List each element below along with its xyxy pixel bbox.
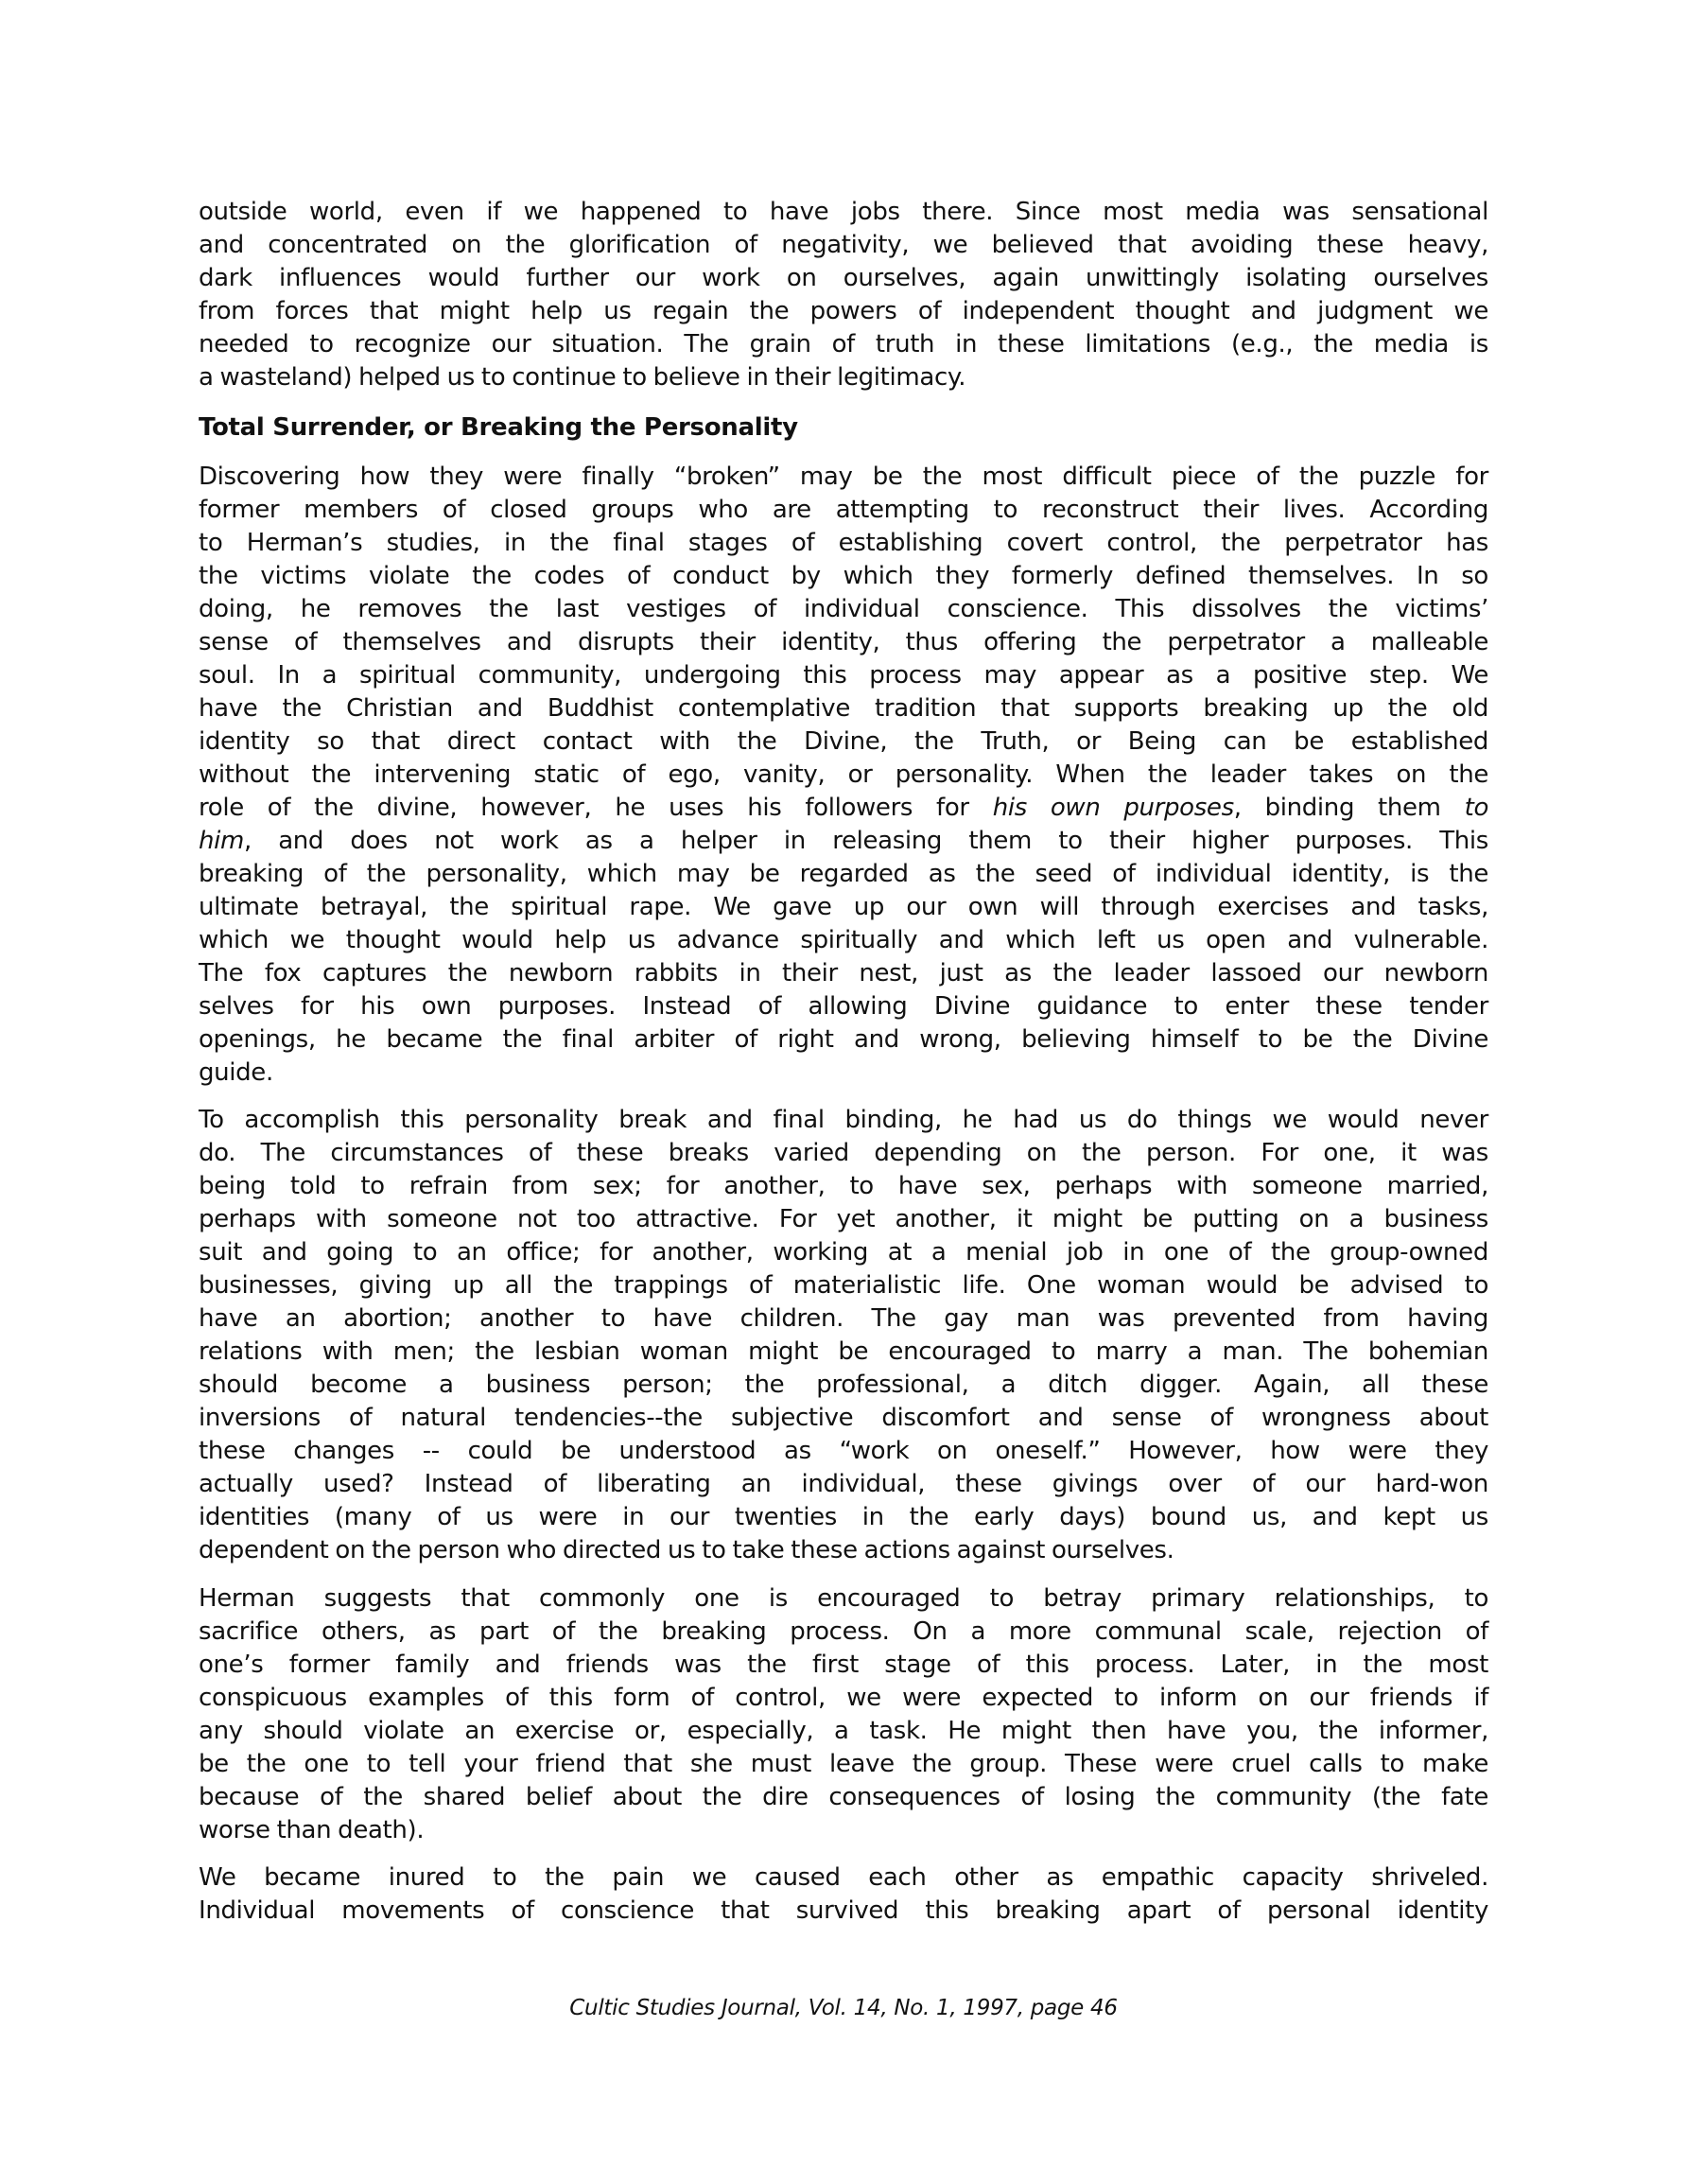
text-line: which we thought would help us advance spiritually and which left us open and vulnerable. — [199, 926, 1488, 954]
text-line: identity so that direct contact with the Divine, the Truth, or Being can be established — [199, 727, 1488, 756]
text-line: these changes -- could be understood as “work on oneself.” However, how were they — [199, 1437, 1488, 1465]
text-line: one’s former family and friends was the first stage of this process. Later, in the most — [199, 1651, 1488, 1679]
text-line: selves for his own purposes. Instead of allowing Divine guidance to enter these tender — [199, 992, 1488, 1021]
text-span: role of the divine, however, he uses his followers for — [199, 794, 993, 822]
text-line: to Herman’s studies, in the final stages of establishing covert control, the perpetrator has — [199, 529, 1488, 557]
text-span: , binding them — [1233, 794, 1465, 822]
text-line: sacrifice others, as part of the breaking process. On a more communal scale, rejection of — [199, 1617, 1488, 1646]
section-heading: Total Surrender, or Breaking the Personality — [199, 413, 798, 442]
page-footer-citation: Cultic Studies Journal, Vol. 14, No. 1, 1997, page 46 — [569, 1996, 1118, 2020]
text-line: outside world, even if we happened to have jobs there. Since most media was sensational — [199, 198, 1488, 226]
text-line: perhaps with someone not too attractive. For yet another, it might be putting on a business — [199, 1205, 1488, 1233]
text-line: without the intervening static of ego, vanity, or personality. When the leader takes on the — [199, 760, 1488, 789]
text-line: We became inured to the pain we caused each other as empathic capacity shriveled. — [199, 1863, 1488, 1892]
text-line: have the Christian and Buddhist contemplative tradition that supports breaking up the old — [199, 694, 1488, 723]
text-line: any should violate an exercise or, especially, a task. He might then have you, the informer, — [199, 1717, 1488, 1745]
text-line: a wasteland) helped us to continue to believe in their legitimacy. — [199, 363, 966, 392]
text-line: relations with men; the lesbian woman might be encouraged to marry a man. The bohemian — [199, 1337, 1488, 1366]
paragraph-4 — [199, 1582, 1488, 1847]
text-line: should become a business person; the professional, a ditch digger. Again, all these — [199, 1371, 1488, 1399]
text-line: dependent on the person who directed us to take these actions against ourselves. — [199, 1536, 1174, 1564]
text-line: Herman suggests that commonly one is encouraged to betray primary relationships, to — [199, 1584, 1488, 1613]
text-span: , and does not work as a helper in releasing them to their higher purposes. This — [243, 827, 1488, 855]
text-line: being told to refrain from sex; for another, to have sex, perhaps with someone married, — [199, 1172, 1488, 1200]
paragraph-3 — [199, 1104, 1488, 1567]
text-line: worse than death). — [199, 1816, 425, 1844]
text-line: needed to recognize our situation. The grain of truth in these limitations (e.g., the media is — [199, 330, 1488, 358]
text-line: Discovering how they were finally “broken” may be the most difficult piece of the puzzle for — [199, 463, 1488, 491]
text-line: former members of closed groups who are attempting to reconstruct their lives. According — [199, 496, 1488, 524]
text-line: Individual movements of conscience that survived this breaking apart of personal identity — [199, 1896, 1488, 1925]
text-line: businesses, giving up all the trappings of materialistic life. One woman would be advised to — [199, 1271, 1488, 1300]
text-line: conspicuous examples of this form of control, we were expected to inform on our friends if — [199, 1684, 1488, 1712]
text-line: openings, he became the final arbiter of right and wrong, believing himself to be the Divine — [199, 1025, 1488, 1054]
text-line: from forces that might help us regain the powers of independent thought and judgment we — [199, 297, 1488, 325]
text-line: ultimate betrayal, the spiritual rape. We gave up our own will through exercises and tasks, — [199, 893, 1488, 921]
text-line — [199, 792, 1488, 825]
text-line: do. The circumstances of these breaks varied depending on the person. For one, it was — [199, 1139, 1488, 1167]
text-line: identities (many of us were in our twenties in the early days) bound us, and kept us — [199, 1503, 1488, 1531]
text-line: breaking of the personality, which may be regarded as the seed of individual identity, is the — [199, 860, 1488, 888]
text-line: inversions of natural tendencies--the subjective discomfort and sense of wrongness about — [199, 1404, 1488, 1432]
text-line: actually used? Instead of liberating an individual, these givings over of our hard-won — [199, 1470, 1488, 1498]
text-line: soul. In a spiritual community, undergoing this process may appear as a positive step. We — [199, 661, 1488, 690]
italic-text: him — [199, 827, 244, 855]
italic-text: his own purposes — [992, 794, 1234, 822]
paragraph-1 — [199, 196, 1488, 394]
text-line: be the one to tell your friend that she must leave the group. These were cruel calls to make — [199, 1750, 1488, 1778]
text-line: dark influences would further our work on ourselves, again unwittingly isolating ourselves — [199, 264, 1488, 292]
paragraph-2 — [199, 461, 1488, 1090]
text-line: the victims violate the codes of conduct by which they formerly defined themselves. In so — [199, 562, 1488, 590]
italic-text: to — [1464, 794, 1488, 822]
text-line: have an abortion; another to have children. The gay man was prevented from having — [199, 1304, 1488, 1333]
paragraph-5 — [199, 1861, 1488, 1928]
text-line: and concentrated on the glorification of negativity, we believed that avoiding these heavy, — [199, 231, 1488, 259]
text-line: To accomplish this personality break and final binding, he had us do things we would never — [199, 1106, 1488, 1134]
text-line: sense of themselves and disrupts their identity, thus offering the perpetrator a malleable — [199, 628, 1488, 656]
text-line: guide. — [199, 1058, 273, 1087]
text-line — [199, 825, 1488, 858]
text-line: because of the shared belief about the dire consequences of losing the community (the fate — [199, 1783, 1488, 1811]
text-line: doing, he removes the last vestiges of individual conscience. This dissolves the victims’ — [199, 595, 1488, 623]
text-line: suit and going to an office; for another, working at a menial job in one of the group-owned — [199, 1238, 1488, 1267]
text-line: The fox captures the newborn rabbits in their nest, just as the leader lassoed our newborn — [199, 959, 1488, 987]
